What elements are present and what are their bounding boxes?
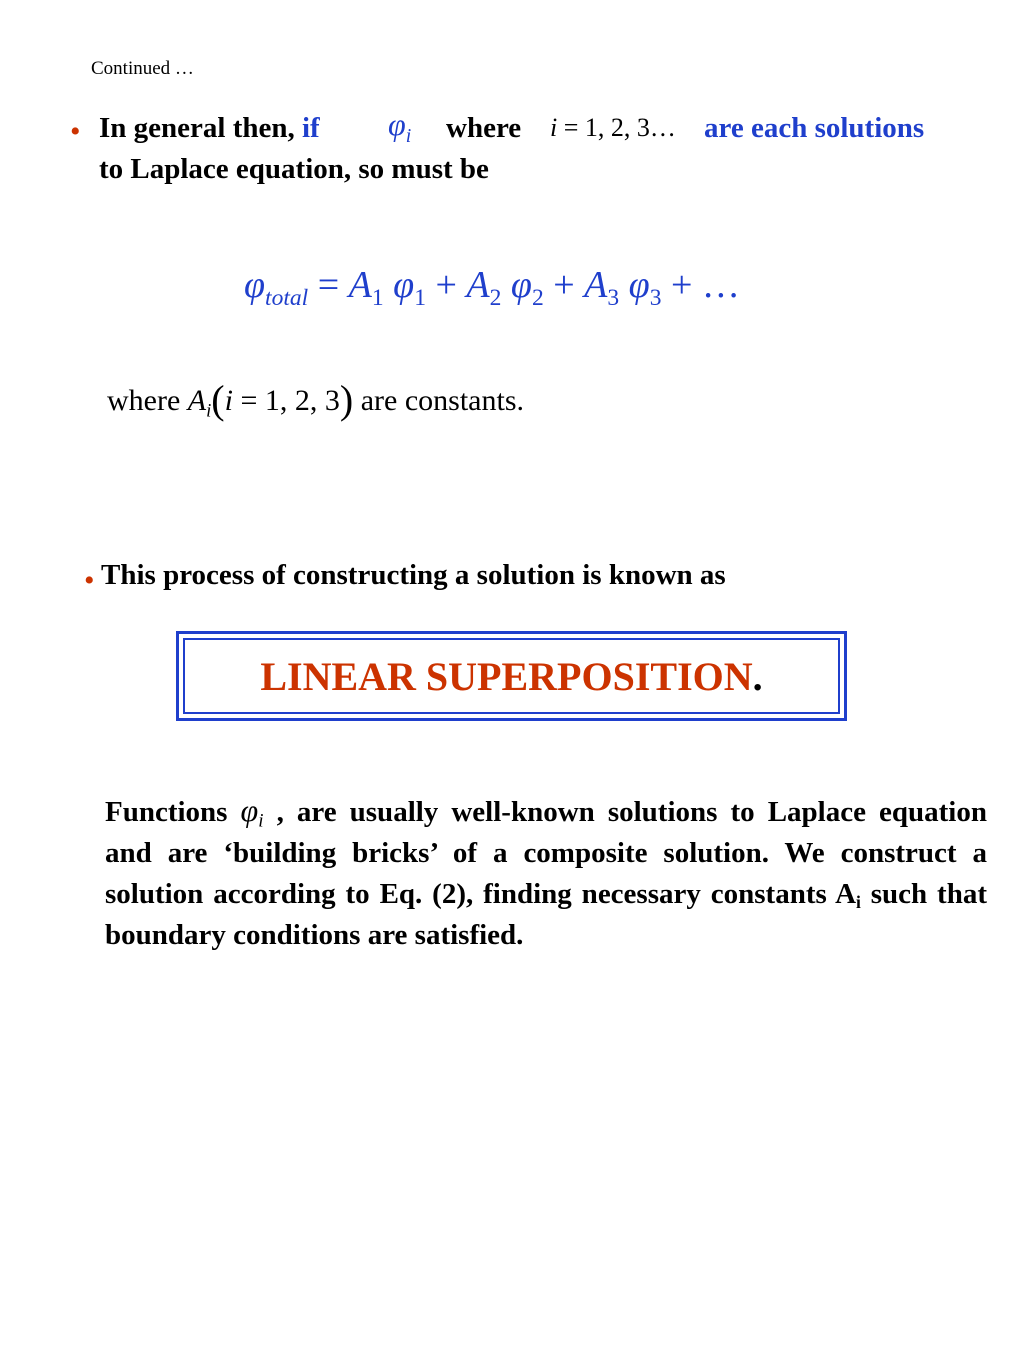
index-var: i xyxy=(550,113,558,142)
superposition-equation xyxy=(244,263,740,312)
eq-phi3: φ xyxy=(628,264,650,306)
bullet1-line2-text: to Laplace equation, so must be xyxy=(99,153,489,185)
constants-A: A xyxy=(187,384,207,417)
boxed-term-period: . xyxy=(752,653,763,699)
eq-A1: A xyxy=(348,264,372,306)
constants-tail: are constants. xyxy=(353,384,524,417)
para-phi-sub: i xyxy=(258,810,264,832)
functions-paragraph xyxy=(105,792,987,956)
eq-ellipsis: … xyxy=(701,264,740,306)
eq-A2-sub: 2 xyxy=(489,285,502,312)
eq-A2: A xyxy=(466,264,490,306)
eq-A3: A xyxy=(584,264,608,306)
constants-A-sub: i xyxy=(206,400,212,422)
eq-plus-2: + xyxy=(543,264,585,306)
continued-label: Continued … xyxy=(91,58,194,79)
bullet2-text: This process of constructing a solution is known as xyxy=(101,559,726,591)
bullet-marker-2: • xyxy=(84,564,95,597)
constants-values: = 1, 2, 3 xyxy=(232,384,340,417)
eq-A3-sub: 3 xyxy=(607,285,620,312)
eq-phi1: φ xyxy=(393,264,415,306)
constants-open-paren: ( xyxy=(211,377,225,422)
para-part1: , are usually well-known solutions to Laplace equation and are ‘building bricks’ of a composite solution. We construct a solution according to Eq. (2), finding necessary constants A xyxy=(105,796,987,910)
eq-phi2: φ xyxy=(510,264,532,306)
bullet1-tail-text: are each solutions xyxy=(704,112,925,144)
para-start: Functions xyxy=(105,796,241,828)
linear-superposition-box xyxy=(176,631,847,721)
eq-phi2-sub: 2 xyxy=(531,285,544,312)
index-values: = 1, 2, 3… xyxy=(557,113,676,142)
constants-i: i xyxy=(224,384,233,417)
para-phi: φ xyxy=(240,792,259,828)
boxed-term xyxy=(260,653,762,700)
eq-total-sub: total xyxy=(265,285,309,312)
constants-where: where xyxy=(107,384,188,417)
bullet1-where-text: where xyxy=(446,112,522,144)
eq-plus-1: + xyxy=(425,264,467,306)
para-A-sub: i xyxy=(856,892,861,913)
boxed-term-text: LINEAR SUPERPOSITION xyxy=(260,653,753,699)
bullet1-if-text: if xyxy=(302,112,320,144)
eq-phi3-sub: 3 xyxy=(649,285,662,312)
phi-subscript: i xyxy=(405,124,412,147)
eq-plus-3: + xyxy=(661,264,702,306)
index-range-expression xyxy=(550,113,676,143)
para-part2: such that boundary conditions are satisfied. xyxy=(105,878,987,951)
eq-phi-total: φ xyxy=(244,264,266,306)
phi-i-symbol xyxy=(388,106,412,147)
constants-note xyxy=(107,376,524,423)
eq-A1-sub: 1 xyxy=(371,285,384,312)
eq-equals: = xyxy=(308,264,349,306)
bullet-marker-1: • xyxy=(70,115,81,148)
constants-close-paren: ) xyxy=(339,377,354,422)
bullet1-line1-lead xyxy=(99,112,320,145)
phi-glyph: φ xyxy=(388,106,406,142)
bullet1-lead-text: In general then, xyxy=(99,112,295,144)
eq-phi1-sub: 1 xyxy=(414,285,426,312)
